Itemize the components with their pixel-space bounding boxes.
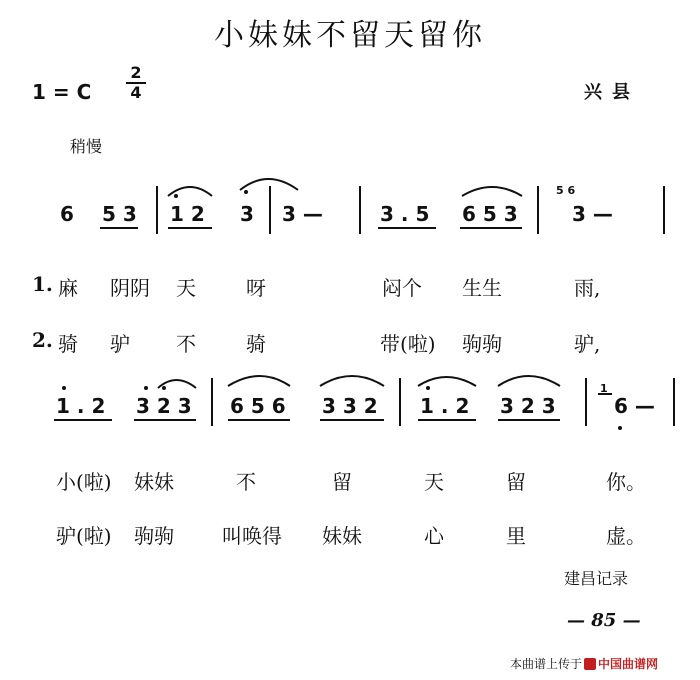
lyric: 生生: [462, 276, 502, 300]
lyric: 妹妹: [134, 470, 174, 494]
octave-dot: [62, 386, 66, 390]
page-number: — 85 —: [567, 610, 641, 631]
lyric: 麻: [58, 276, 78, 300]
lyric: 留: [332, 470, 352, 494]
note-group: 3 2 3: [136, 394, 192, 418]
lyric: 叫唤得: [222, 524, 282, 548]
octave-dot: [426, 386, 430, 390]
grace-note: 1: [600, 382, 608, 395]
time-numerator: 2: [126, 64, 146, 84]
lyric: 虚。: [606, 524, 646, 548]
octave-dot: [244, 190, 248, 194]
lyric: 妹妹: [322, 524, 362, 548]
octave-dot-low: [618, 426, 622, 430]
octave-dot: [174, 194, 178, 198]
note-group: 3: [240, 202, 254, 226]
note-group: 3 2 3: [500, 394, 556, 418]
lyric: 天: [176, 276, 196, 300]
lyric: 驹驹: [462, 332, 502, 356]
note-group: 6 —: [614, 394, 655, 418]
note-group: 1 2: [170, 202, 205, 226]
note-group: 1 . 2: [56, 394, 106, 418]
lyric: 骑: [246, 332, 266, 356]
lyric: 闷个: [382, 276, 422, 300]
lyric: 心: [424, 524, 444, 548]
note-group: 6 5 3: [462, 202, 518, 226]
lyric: 小(啦): [56, 470, 112, 494]
lyric: 骑: [58, 332, 78, 356]
lyric: 驹驹: [134, 524, 174, 548]
note-group: 6: [60, 202, 74, 226]
lyric: 里: [506, 524, 526, 548]
lyric: 呀: [246, 276, 266, 300]
watermark-prefix: 本曲谱上传于: [510, 657, 583, 671]
lyric: 驴,: [574, 332, 601, 356]
lyric: 不: [176, 332, 196, 356]
octave-dot: [144, 386, 148, 390]
key-signature: 1 = C: [32, 80, 92, 104]
time-denominator: 4: [130, 83, 142, 102]
lyric: 不: [236, 470, 256, 494]
note-group: 6 5 6: [230, 394, 286, 418]
slur: [320, 376, 384, 386]
note-group: 1 . 2: [420, 394, 470, 418]
lyric: 驴(啦): [56, 524, 112, 548]
slur: [418, 377, 476, 386]
note-group: 3 3 2: [322, 394, 378, 418]
lyric: 你。: [606, 470, 646, 494]
note-group: 3 —: [572, 202, 613, 226]
grace-note: 5 6: [556, 184, 576, 197]
slur: [462, 187, 522, 196]
lyric: 天: [424, 470, 444, 494]
verse-number: 1.: [32, 272, 53, 296]
lyric: 阴阴: [110, 276, 150, 300]
lyric: 带(啦): [380, 332, 436, 356]
lyric: 雨,: [574, 276, 601, 300]
octave-dot: [162, 386, 166, 390]
transcriber-credit: 建昌记录: [564, 569, 629, 588]
song-origin: 兴县: [584, 82, 640, 103]
slur: [498, 376, 560, 386]
lyric: 驴: [110, 332, 130, 356]
watermark-site: 中国曲谱网: [598, 657, 659, 671]
slur: [228, 376, 290, 386]
tempo-marking: 稍慢: [70, 137, 103, 156]
note-group: 5 3: [102, 202, 137, 226]
note-group: 3 —: [282, 202, 323, 226]
note-group: 3 . 5: [380, 202, 430, 226]
lyric: 留: [506, 470, 526, 494]
verse-number: 2.: [32, 328, 53, 352]
song-title: 小妹妹不留天留你: [214, 18, 486, 53]
